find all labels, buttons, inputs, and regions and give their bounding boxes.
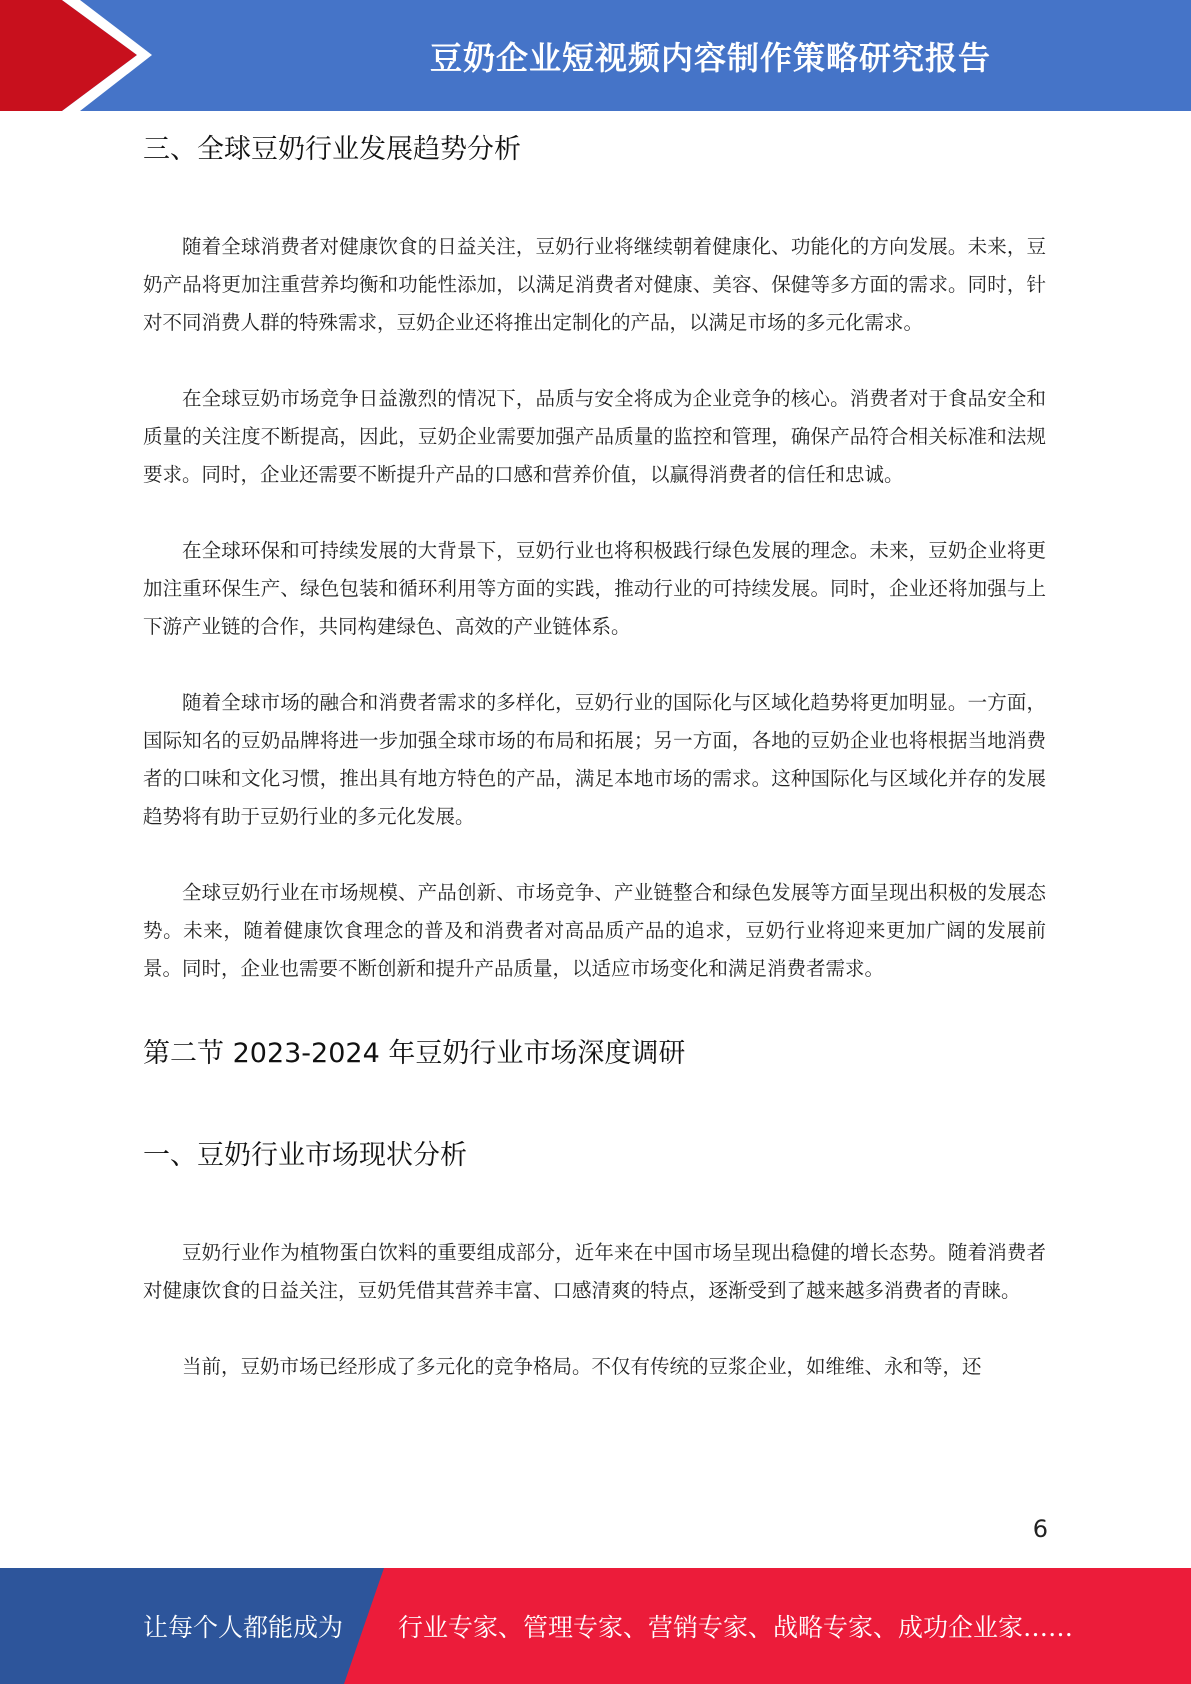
section-heading: 第二节 2023-2024 年豆奶行业市场深度调研: [143, 1038, 686, 1069]
paragraph: 当前，豆奶市场已经形成了多元化的竞争格局。不仅有传统的豆浆企业，如维维、永和等，还: [182, 1355, 982, 1378]
header-red-arrow: [0, 0, 137, 111]
footer-slogan-right: 行业专家、管理专家、营销专家、战略专家、成功企业家……: [398, 1613, 1074, 1642]
paragraph: 全球豆奶行业在市场规模、产品创新、市场竞争、产业链整合和绿色发展等方面呈现出积极的发展态势。未来，随着健康饮食理念的普及和消费者对高品质产品的追求，豆奶行业将迎来更加广阔的发展前景。同时，企业也需要不断创新和提升产品质量，以适应市场变化和满足消费者需求。: [143, 881, 1046, 980]
paragraph: 随着全球消费者对健康饮食的日益关注，豆奶行业将继续朝着健康化、功能化的方向发展。未来，豆奶产品将更加注重营养均衡和功能性添加，以满足消费者对健康、美容、保健等多方面的需求。同时，针对不同消费人群的特殊需求，豆奶企业还将推出定制化的产品，以满足市场的多元化需求。: [143, 235, 1046, 334]
section-heading: 三、全球豆奶行业发展趋势分析: [143, 134, 521, 165]
page-number: 6: [1032, 1515, 1048, 1543]
page-header: [0, 0, 1191, 111]
footer-slogan-left: 让每个人都能成为: [143, 1613, 344, 1642]
section-heading: 一、豆奶行业市场现状分析: [143, 1140, 467, 1171]
paragraph: 在全球豆奶市场竞争日益激烈的情况下，品质与安全将成为企业竞争的核心。消费者对于食品安全和质量的关注度不断提高，因此，豆奶企业需要加强产品质量的监控和管理，确保产品符合相关标准和法规要求。同时，企业还需要不断提升产品的口感和营养价值，以赢得消费者的信任和忠诚。: [143, 387, 1046, 486]
header-title: 豆奶企业短视频内容制作策略研究报告: [429, 38, 991, 77]
paragraph: 随着全球市场的融合和消费者需求的多样化，豆奶行业的国际化与区域化趋势将更加明显。一方面，国际知名的豆奶品牌将进一步加强全球市场的布局和拓展；另一方面，各地的豆奶企业也将根据当地消费者的口味和文化习惯，推出具有地方特色的产品，满足本地市场的需求。这种国际化与区域化并存的发展趋势将有助于豆奶行业的多元化发展。: [143, 691, 1046, 828]
page-footer: [0, 1568, 1191, 1684]
paragraph: 在全球环保和可持续发展的大背景下，豆奶行业也将积极践行绿色发展的理念。未来，豆奶企业将更加注重环保生产、绿色包装和循环利用等方面的实践，推动行业的可持续发展。同时，企业还将加强与上下游产业链的合作，共同构建绿色、高效的产业链体系。: [143, 539, 1046, 638]
document-body: [143, 118, 1046, 1386]
paragraph: 豆奶行业作为植物蛋白饮料的重要组成部分，近年来在中国市场呈现出稳健的增长态势。随着消费者对健康饮食的日益关注，豆奶凭借其营养丰富、口感清爽的特点，逐渐受到了越来越多消费者的青睐。: [143, 1241, 1046, 1302]
